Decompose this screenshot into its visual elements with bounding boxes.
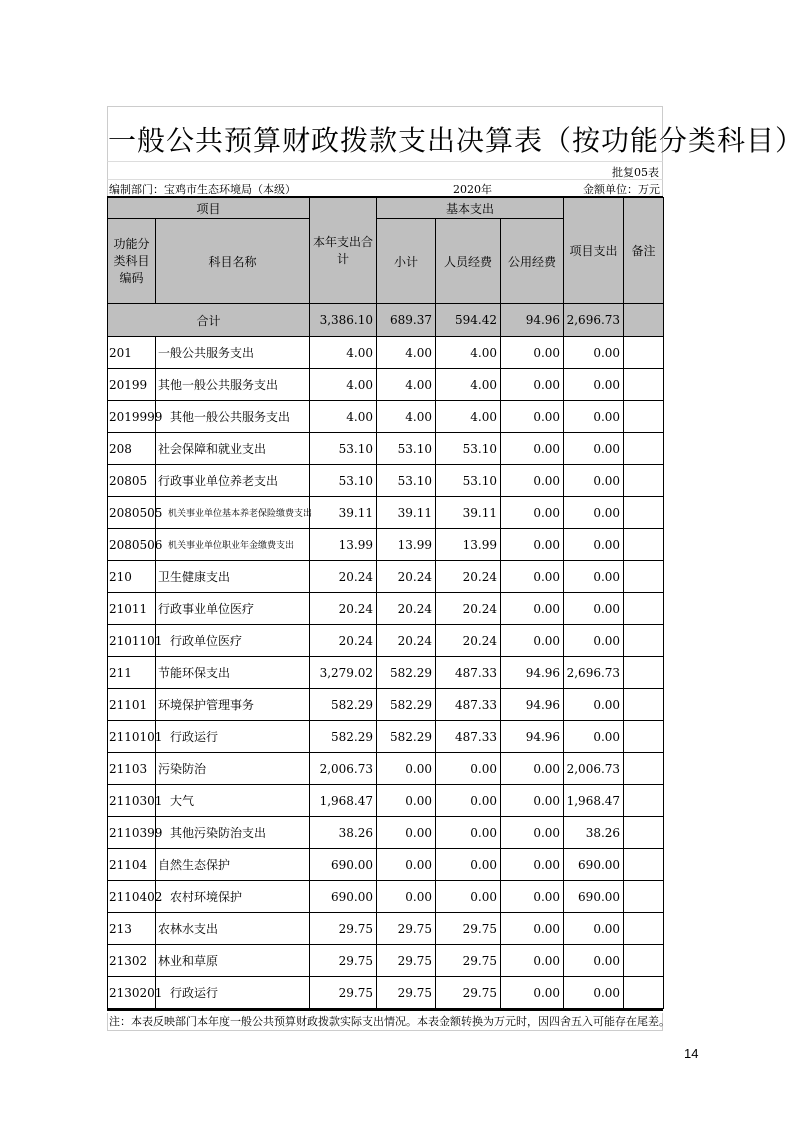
row-subtotal: 0.00 [377,785,436,817]
row-total-exp: 4.00 [310,401,377,433]
row-subtotal: 53.10 [377,465,436,497]
row-code: 2110399 [108,817,156,849]
row-subtotal: 29.75 [377,945,436,977]
table-row [108,625,664,657]
row-personnel: 39.11 [436,497,501,529]
row-public: 0.00 [501,785,564,817]
row-project: 1,968.47 [564,785,624,817]
row-public: 0.00 [501,433,564,465]
header-basic: 基本支出 [377,198,564,219]
row-project: 0.00 [564,401,624,433]
row-project: 0.00 [564,689,624,721]
row-subtotal: 582.29 [377,689,436,721]
row-name: 行政事业单位医疗 [156,593,310,625]
table-row [108,497,664,529]
table-row [108,593,664,625]
row-total-exp: 29.75 [310,913,377,945]
row-name: 一般公共服务支出 [156,337,310,369]
row-name: 行政运行 [156,721,310,753]
row-subtotal: 582.29 [377,657,436,689]
row-project: 0.00 [564,721,624,753]
row-public: 0.00 [501,401,564,433]
row-name: 其他污染防治支出 [156,817,310,849]
row-subtotal: 20.24 [377,625,436,657]
row-public: 0.00 [501,849,564,881]
row-remark [624,497,664,529]
total-public: 94.96 [501,304,564,337]
row-code: 2110301 [108,785,156,817]
row-name: 林业和草原 [156,945,310,977]
row-public: 94.96 [501,721,564,753]
row-remark [624,913,664,945]
row-code: 2019999 [108,401,156,433]
row-remark [624,625,664,657]
total-personnel: 594.42 [436,304,501,337]
row-name: 行政运行 [156,977,310,1009]
table-row [108,337,664,369]
row-total-exp: 29.75 [310,945,377,977]
table-row [108,561,664,593]
row-project: 690.00 [564,849,624,881]
table-row [108,465,664,497]
row-code: 21103 [108,753,156,785]
row-public: 0.00 [501,561,564,593]
row-code: 2130201 [108,977,156,1009]
row-total-exp: 2,006.73 [310,753,377,785]
row-code: 2110101 [108,721,156,753]
row-personnel: 0.00 [436,785,501,817]
row-total-exp: 13.99 [310,529,377,561]
header-remark: 备注 [624,198,664,304]
row-remark [624,529,664,561]
row-remark [624,657,664,689]
table-row [108,401,664,433]
row-subtotal: 13.99 [377,529,436,561]
row-public: 0.00 [501,337,564,369]
row-name: 行政单位医疗 [156,625,310,657]
row-remark [624,401,664,433]
row-remark [624,561,664,593]
row-personnel: 0.00 [436,817,501,849]
row-project: 0.00 [564,337,624,369]
header-func-code: 功能分类科目编码 [108,219,156,304]
row-public: 0.00 [501,881,564,913]
row-personnel: 487.33 [436,657,501,689]
row-public: 0.00 [501,497,564,529]
row-personnel: 0.00 [436,753,501,785]
row-personnel: 53.10 [436,465,501,497]
row-code: 21101 [108,689,156,721]
row-remark [624,433,664,465]
header-public: 公用经费 [501,219,564,304]
row-total-exp: 20.24 [310,561,377,593]
row-total-exp: 3,279.02 [310,657,377,689]
row-personnel: 4.00 [436,401,501,433]
year-label: 2020年 [453,183,492,196]
table-row [108,529,664,561]
row-name: 环境保护管理事务 [156,689,310,721]
row-total-exp: 20.24 [310,625,377,657]
row-total-exp: 4.00 [310,337,377,369]
row-total-exp: 4.00 [310,369,377,401]
row-code: 211 [108,657,156,689]
table-row [108,721,664,753]
row-subtotal: 29.75 [377,977,436,1009]
total-subtotal: 689.37 [377,304,436,337]
table-frame [107,196,663,1011]
row-personnel: 20.24 [436,593,501,625]
row-name: 农林水支出 [156,913,310,945]
row-total-exp: 53.10 [310,465,377,497]
row-project: 2,696.73 [564,657,624,689]
row-name: 其他一般公共服务支出 [156,369,310,401]
row-public: 94.96 [501,689,564,721]
total-project: 2,696.73 [564,304,624,337]
row-personnel: 29.75 [436,945,501,977]
row-personnel: 20.24 [436,625,501,657]
row-remark [624,689,664,721]
row-project: 690.00 [564,881,624,913]
row-personnel: 13.99 [436,529,501,561]
row-code: 20805 [108,465,156,497]
row-name: 其他一般公共服务支出 [156,401,310,433]
table-row [108,881,664,913]
row-project: 0.00 [564,913,624,945]
total-row [108,304,664,337]
table-row [108,945,664,977]
row-public: 0.00 [501,945,564,977]
row-project: 0.00 [564,529,624,561]
header-project: 项目支出 [564,198,624,304]
row-public: 0.00 [501,369,564,401]
unit-label: 金额单位：万元 [583,183,660,196]
row-public: 0.00 [501,913,564,945]
row-subtotal: 0.00 [377,881,436,913]
row-name: 农村环境保护 [156,881,310,913]
row-total-exp: 582.29 [310,721,377,753]
row-personnel: 4.00 [436,337,501,369]
row-remark [624,465,664,497]
row-total-exp: 20.24 [310,593,377,625]
row-total-exp: 29.75 [310,977,377,1009]
row-name: 大气 [156,785,310,817]
page-number: 14 [684,1046,699,1061]
row-total-exp: 690.00 [310,881,377,913]
row-subtotal: 582.29 [377,721,436,753]
row-total-exp: 53.10 [310,433,377,465]
row-code: 20199 [108,369,156,401]
row-project: 0.00 [564,497,624,529]
row-public: 0.00 [501,977,564,1009]
row-name: 社会保障和就业支出 [156,433,310,465]
row-subtotal: 4.00 [377,369,436,401]
row-remark [624,849,664,881]
row-personnel: 4.00 [436,369,501,401]
row-subtotal: 53.10 [377,433,436,465]
header-total-exp: 本年支出合计 [310,198,377,304]
table-row [108,849,664,881]
row-personnel: 53.10 [436,433,501,465]
row-project: 0.00 [564,433,624,465]
row-total-exp: 582.29 [310,689,377,721]
table-row [108,433,664,465]
row-public: 0.00 [501,529,564,561]
row-project: 0.00 [564,625,624,657]
row-project: 0.00 [564,945,624,977]
row-remark [624,369,664,401]
row-name: 自然生态保护 [156,849,310,881]
row-code: 208 [108,433,156,465]
row-public: 0.00 [501,465,564,497]
document-page [107,106,804,1031]
row-project: 0.00 [564,561,624,593]
row-subtotal: 20.24 [377,561,436,593]
row-public: 0.00 [501,625,564,657]
header-personnel: 人员经费 [436,219,501,304]
row-remark [624,721,664,753]
row-name: 机关事业单位职业年金缴费支出 [156,529,310,561]
row-personnel: 0.00 [436,881,501,913]
row-personnel: 29.75 [436,913,501,945]
table-row [108,657,664,689]
row-name: 节能环保支出 [156,657,310,689]
row-project: 0.00 [564,465,624,497]
table-row [108,689,664,721]
total-total-exp: 3,386.10 [310,304,377,337]
row-project: 2,006.73 [564,753,624,785]
row-code: 2101101 [108,625,156,657]
row-subtotal: 0.00 [377,753,436,785]
row-code: 2110402 [108,881,156,913]
expenditure-table [107,197,664,1009]
row-remark [624,977,664,1009]
row-total-exp: 38.26 [310,817,377,849]
row-personnel: 0.00 [436,849,501,881]
row-personnel: 487.33 [436,721,501,753]
row-subtotal: 4.00 [377,337,436,369]
row-project: 0.00 [564,977,624,1009]
header-subject-name: 科目名称 [156,219,310,304]
form-number-row [107,161,663,179]
row-remark [624,337,664,369]
title-row [107,106,804,161]
row-name: 卫生健康支出 [156,561,310,593]
department-label: 编制部门：宝鸡市生态环境局（本级） [109,183,296,196]
row-remark [624,881,664,913]
row-remark [624,753,664,785]
row-remark [624,593,664,625]
row-code: 21104 [108,849,156,881]
row-project: 0.00 [564,593,624,625]
table-row [108,977,664,1009]
row-total-exp: 39.11 [310,497,377,529]
table-row [108,753,664,785]
row-project: 38.26 [564,817,624,849]
row-public: 94.96 [501,657,564,689]
row-personnel: 487.33 [436,689,501,721]
header-subtotal: 小计 [377,219,436,304]
meta-row [107,179,663,196]
row-code: 213 [108,913,156,945]
table-title: 一般公共预算财政拨款支出决算表（按功能分类科目） [108,124,804,157]
header-item: 项目 [108,198,310,219]
row-code: 21011 [108,593,156,625]
row-personnel: 29.75 [436,977,501,1009]
row-personnel: 20.24 [436,561,501,593]
row-code: 210 [108,561,156,593]
table-row [108,817,664,849]
row-project: 0.00 [564,369,624,401]
row-code: 2080505 [108,497,156,529]
row-remark [624,817,664,849]
form-number: 批复05表 [612,166,659,179]
row-name: 机关事业单位基本养老保险缴费支出 [156,497,310,529]
row-subtotal: 39.11 [377,497,436,529]
row-remark [624,785,664,817]
row-code: 21302 [108,945,156,977]
row-subtotal: 0.00 [377,849,436,881]
row-public: 0.00 [501,753,564,785]
row-public: 0.00 [501,593,564,625]
row-name: 行政事业单位养老支出 [156,465,310,497]
row-name: 污染防治 [156,753,310,785]
row-code: 201 [108,337,156,369]
row-subtotal: 0.00 [377,817,436,849]
row-remark [624,945,664,977]
row-public: 0.00 [501,817,564,849]
table-row [108,785,664,817]
row-total-exp: 690.00 [310,849,377,881]
table-row [108,369,664,401]
row-code: 2080506 [108,529,156,561]
row-subtotal: 20.24 [377,593,436,625]
row-subtotal: 29.75 [377,913,436,945]
row-total-exp: 1,968.47 [310,785,377,817]
total-remark [624,304,664,337]
row-subtotal: 4.00 [377,401,436,433]
table-row [108,913,664,945]
total-label: 合计 [108,304,310,337]
footnote: 注：本表反映部门本年度一般公共预算财政拨款实际支出情况。本表金额转换为万元时，因四舍五入可能存在尾差。 [107,1013,663,1031]
